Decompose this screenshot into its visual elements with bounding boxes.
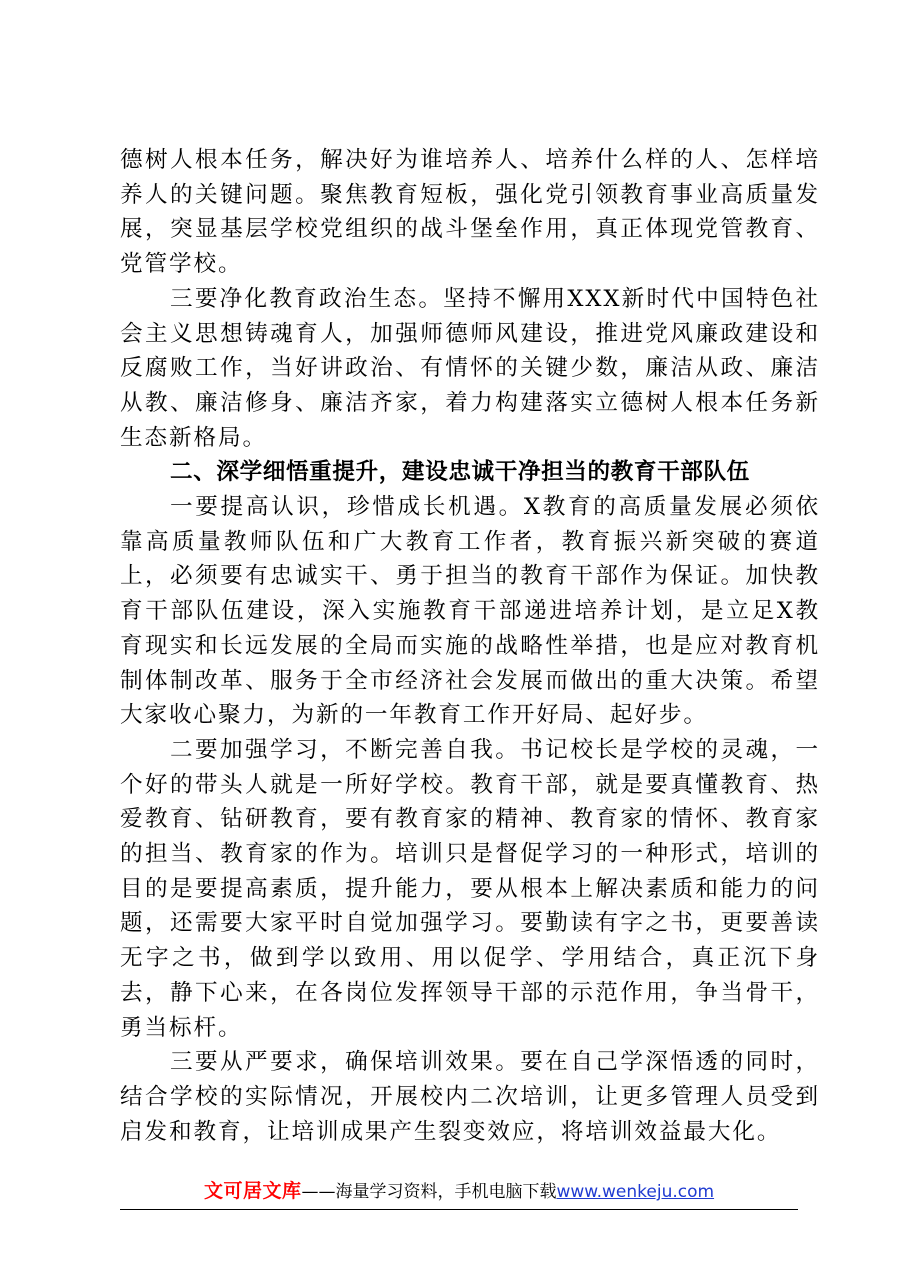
page-footer [120, 1176, 798, 1212]
section-heading-two: 二、深学细悟重提升，建设忠诚干净担当的教育干部队伍 [170, 459, 750, 486]
document-body [120, 143, 820, 1149]
paragraph-point-one-awareness: 一要提高认识，珍惜成长机遇。X教育的高质量发展必须依靠高质量教师队伍和广大教育工作者，教育振兴新突破的赛道上，必须要有忠诚实干、勇于担当的教育干部作为保证。加快教育干部队伍建设，深入实施教育干部递进培养计划，是立足X教育现实和长远发展的全局而实施的战略性举措，也是应对教育机制体制改革、服务于全市经济社会发展而做出的重大决策。希望大家收心聚力，为新的一年教育工作开好局、起好步。 [120, 494, 820, 729]
paragraph-continued: 德树人根本任务，解决好为谁培养人、培养什么样的人、怎样培养人的关键问题。聚焦教育短板，强化党引领教育事业高质量发展，突显基层学校党组织的战斗堡垒作用，真正体现党管教育、党管学校。 [120, 147, 820, 278]
footer-website-link[interactable]: www.wenkeju.com [556, 1182, 715, 1202]
footer-slogan: ——海量学习资料，手机电脑下载 [301, 1182, 557, 1202]
footer-divider [120, 1209, 798, 1210]
paragraph-point-three-political-ecology: 三要净化教育政治生态。坚持不懈用XXX新时代中国特色社会主义思想铸魂育人，加强师德师风建设，推进党风廉政建设和反腐败工作，当好讲政治、有情怀的关键少数，廉洁从政、廉洁从教、廉洁修身、廉洁齐家，着力构建落实立德树人根本任务新生态新格局。 [120, 285, 820, 451]
footer-brand-name: 文可居文库 [203, 1180, 302, 1202]
paragraph-point-three-requirements: 三要从严要求，确保培训效果。要在自己学深悟透的同时，结合学校的实际情况，开展校内二次培训，让更多管理人员受到启发和教育，让培训成果产生裂变效应，将培训效益最大化。 [120, 1049, 820, 1145]
paragraph-point-two-learning: 二要加强学习，不断完善自我。书记校长是学校的灵魂，一个好的带头人就是一所好学校。教育干部，就是要真懂教育、热爱教育、钻研教育，要有教育家的精神、教育家的情怀、教育家的担当、教育家的作为。培训只是督促学习的一种形式，培训的目的是要提高素质，提升能力，要从根本上解决素质和能力的问题，还需要大家平时自觉加强学习。要勤读有字之书，更要善读无字之书，做到学以致用、用以促学、学用结合，真正沉下身去，静下心来，在各岗位发挥领导干部的示范作用，争当骨干，勇当标杆。 [120, 736, 820, 1041]
